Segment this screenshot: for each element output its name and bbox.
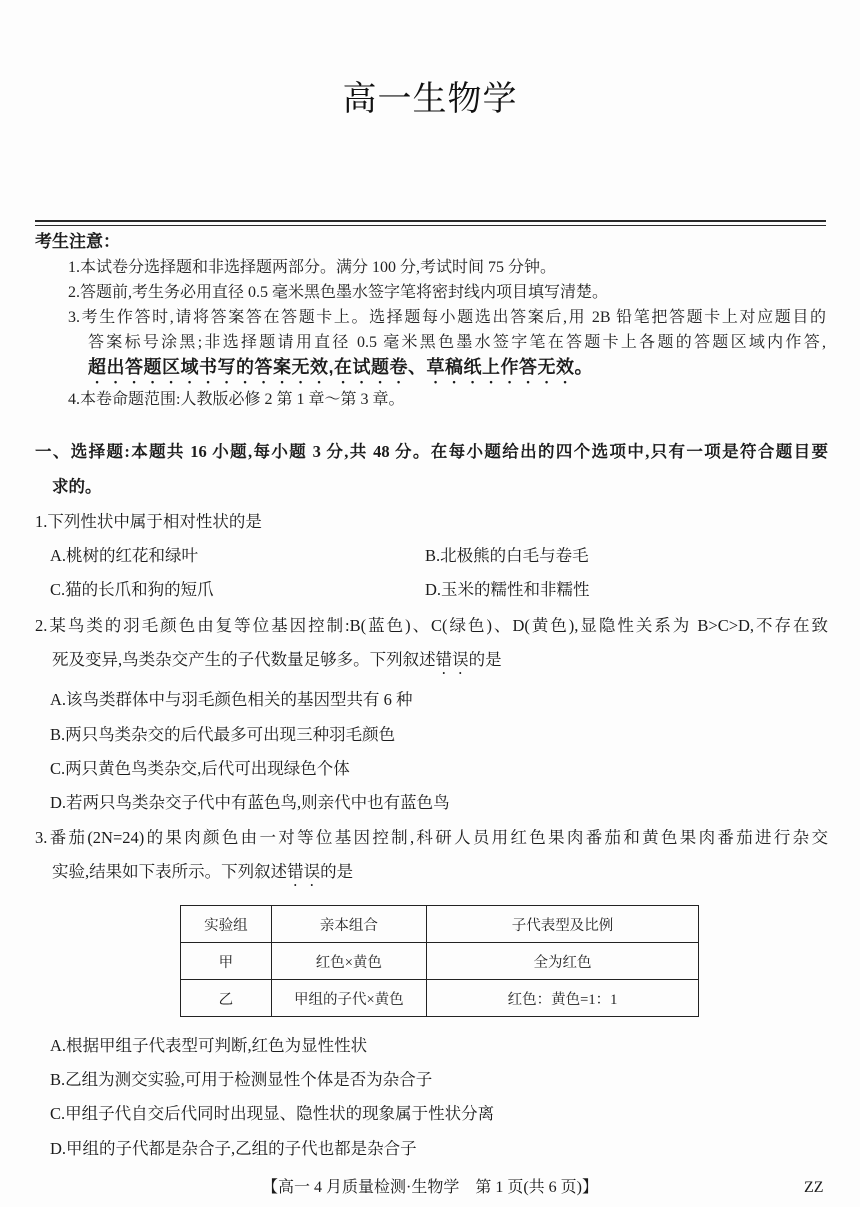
header-divider-thin [35, 225, 826, 226]
table-row [181, 943, 699, 980]
question-1-option-a: A.桃树的红花和绿叶 [50, 546, 199, 565]
table-cell: 红色×黄色 [271, 943, 426, 980]
question-3-stem-end: 的是 [320, 862, 354, 881]
question-3-option-a: A.根据甲组子代表型可判断,红色为显性性状 [50, 1036, 368, 1055]
question-3-option-c: C.甲组子代自交后代同时出现显、隐性状的现象属于性状分离 [50, 1104, 495, 1123]
table-cell: 甲 [181, 943, 272, 980]
section-heading-line-2: 求的。 [52, 477, 102, 496]
question-3-option-b: B.乙组为测交实验,可用于检测显性个体是否为杂合子 [50, 1070, 433, 1089]
table-row [181, 980, 699, 1017]
experiment-table [180, 905, 699, 1017]
notice-item-4: 4.本卷命题范围:人教版必修 2 第 1 章～第 3 章。 [68, 391, 405, 408]
table-header-row [181, 906, 699, 943]
question-1-stem: 1.下列性状中属于相对性状的是 [35, 512, 262, 531]
question-3-stem-line-1: 3.番茄(2N=24)的果肉颜色由一对等位基因控制,科研人员用红色果肉番茄和黄色果肉番茄进行杂交 [35, 828, 828, 847]
header-divider-thick [35, 220, 826, 222]
page-footer: 【高一 4 月质量检测·生物学 第 1 页(共 6 页)】 [262, 1179, 598, 1196]
table-header-cell: 亲本组合 [271, 906, 426, 943]
question-2-option-c: C.两只黄色鸟类杂交,后代可出现绿色个体 [50, 759, 350, 778]
question-1-option-b: B.北极熊的白毛与卷毛 [425, 546, 589, 565]
question-2-stem-line-2 [52, 648, 502, 678]
page-title: 高一生物学 [342, 81, 518, 118]
notice-item-3-line-1: 3.考生作答时,请将答案答在答题卡上。选择题每小题选出答案后,用 2B 铅笔把答题卡上对应题目的 [68, 309, 826, 326]
question-3-emphasis-text: 错误 [287, 862, 321, 881]
question-2-emphasis-text: 错误 [435, 650, 469, 669]
table-cell: 红色：黄色=1：1 [427, 980, 699, 1017]
notice-heading: 考生注意： [35, 232, 120, 251]
question-3-stem-text: 实验,结果如下表所示。下列叙述 [52, 862, 288, 881]
question-2-stem-text: 死及变异,鸟类杂交产生的子代数量足够多。下列叙述 [52, 650, 436, 669]
notice-item-3-emphasis: 超出答题区域书写的答案无效,在试题卷、草稿纸上作答无效。 [88, 357, 593, 377]
table-cell: 甲组的子代×黄色 [271, 980, 426, 1017]
footer-code: ZZ [804, 1179, 824, 1196]
section-heading-line-1: 一、选择题:本题共 16 小题,每小题 3 分,共 48 分。在每小题给出的四个选项中,只有一项是符合题目要 [35, 442, 828, 461]
question-2-option-b: B.两只鸟类杂交的后代最多可出现三种羽毛颜色 [50, 725, 396, 744]
question-3-stem-line-2 [52, 860, 353, 890]
question-3-option-d: D.甲组的子代都是杂合子,乙组的子代也都是杂合子 [50, 1139, 417, 1158]
question-2-stem-line-1: 2.某鸟类的羽毛颜色由复等位基因控制:B(蓝色)、C(绿色)、D(黄色),显隐性关系为 B>C>D,不存在致 [35, 616, 828, 635]
table-cell: 全为红色 [427, 943, 699, 980]
question-2-option-a: A.该鸟类群体中与羽毛颜色相关的基因型共有 6 种 [50, 690, 413, 709]
notice-item-3-line-2: 答案标号涂黑;非选择题请用直径 0.5 毫米黑色墨水签字笔在答题卡上各题的答题区域内作答, [88, 334, 826, 351]
table-cell: 乙 [181, 980, 272, 1017]
notice-item-2: 2.答题前,考生务必用直径 0.5 毫米黑色墨水签字笔将密封线内项目填写清楚。 [68, 284, 609, 301]
question-1-option-d: D.玉米的糯性和非糯性 [425, 580, 590, 599]
question-1-option-c: C.猫的长爪和狗的短爪 [50, 580, 214, 599]
question-2-option-d: D.若两只鸟类杂交子代中有蓝色鸟,则亲代中也有蓝色鸟 [50, 793, 450, 812]
notice-item-1: 1.本试卷分选择题和非选择题两部分。满分 100 分,考试时间 75 分钟。 [68, 259, 557, 276]
table-header-cell: 子代表型及比例 [427, 906, 699, 943]
question-2-stem-end: 的是 [468, 650, 502, 669]
table-header-cell: 实验组 [181, 906, 272, 943]
